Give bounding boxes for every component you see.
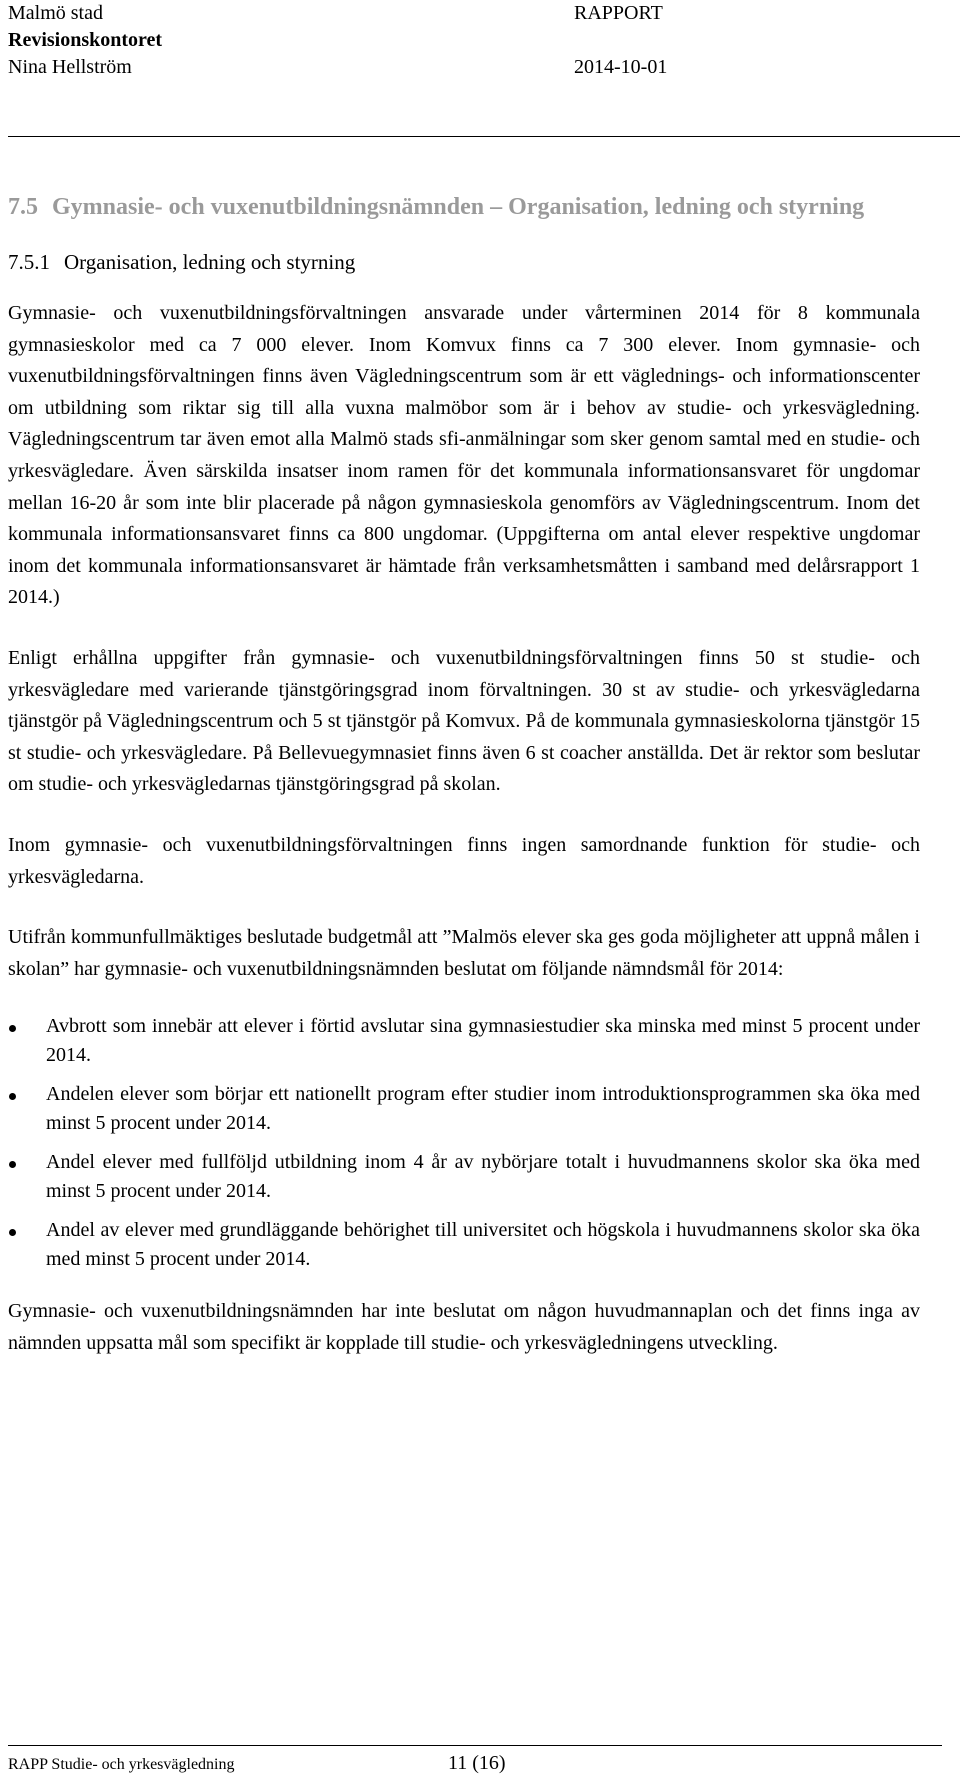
goal-item (8, 1216, 920, 1274)
section-number: 7.5 (8, 194, 38, 220)
subsection-number: 7.5.1 (8, 250, 50, 274)
subsection-heading (8, 248, 920, 276)
goal-text: Andel elever med fullföljd utbildning inom 4 år av nybörjare totalt i huvudmannens skolor ska öka med minst 5 procent under 2014. (46, 1151, 920, 1203)
footer-rule (8, 1745, 942, 1746)
goal-item (8, 1148, 920, 1206)
header-date: 2014-10-01 (574, 56, 668, 78)
header-rule (8, 136, 960, 137)
goals-list (8, 1012, 920, 1274)
bullet-icon (9, 1229, 16, 1236)
paragraph-conclusion: Gymnasie- och vuxenutbildningsnämnden har inte beslutat om någon huvudmannaplan och det finns inga av nämnden uppsatta mål som specifikt är kopplade till studie- och yrkesvägledningens utveckling. (8, 1300, 920, 1354)
goal-text: Avbrott som innebär att elever i förtid avslutar sina gymnasiestudier ska minska med minst 5 procent under 2014. (46, 1015, 920, 1067)
bullet-icon (9, 1161, 16, 1168)
paragraph-coordination: Inom gymnasie- och vuxenutbildningsförvaltningen finns ingen samordnande funktion för studie- och yrkesvägledarna. (8, 833, 920, 888)
goal-item (8, 1080, 920, 1138)
paragraph-staffing: Enligt erhållna uppgifter från gymnasie- och vuxenutbildningsförvaltningen finns 50 st studie- och yrkesvägledare med varierande tjänstgöringsgrad inom förvaltningen. 30 st av studie- och yrkesvägledarna tjänstgör på Vägledningscentrum och 5 st tjänstgör på Komvux. På de kommunala gymnasieskolorna tjänstgör 15 st studie- och yrkesvägledare. På Bellevuegymnasiet finns även 6 st coacher anställda. Det är rektor som beslutar om studie- och yrkesvägledarnas tjänstgöringsgrad på skolan. (8, 646, 920, 796)
goal-item (8, 1012, 920, 1070)
paragraph-organisation: Gymnasie- och vuxenutbildningsförvaltningen ansvarade under vårterminen 2014 för 8 kommunala gymnasieskolor med ca 7 000 elever. Inom Komvux finns ca 7 300 elever. Inom gymnasie- och vuxenutbildningsförvaltningen finns även Vägledningscentrum som är ett väglednings- och informationscenter om utbildning som riktar sig till alla vuxna malmöbor som är i behov av studie- och yrkesvägledning. Vägledningscentrum tar även emot alla Malmö stads sfi-anmälningar som sker genom samtal med en studie- och yrkesvägledare. Även särskilda insatser inom ramen för det kommunala informationsansvaret för ungdomar mellan 16-20 år som inte blir placerade på någon gymnasieskola genomförs av Vägledningscentrum. Inom det kommunala informationsansvaret finns ca 800 ungdomar. (Uppgifterna om antal elever respektive ungdomar inom det kommunala informationsansvaret är hämtade från verksamhetsmåtten i samband med delårsrapport 1 2014.) (8, 302, 920, 609)
goal-text: Andel av elever med grundläggande behörighet till universitet och högskola i huvudmannens skolor ska öka med minst 5 procent under 2014. (46, 1219, 920, 1271)
bullet-icon (9, 1025, 16, 1032)
section-title: Gymnasie- och vuxenutbildningsnämnden – Organisation, ledning och styrning (52, 194, 865, 220)
header-org: Malmö stad (8, 2, 103, 24)
subsection-title: Organisation, ledning och styrning (64, 250, 356, 274)
paragraph-budget-goal: Utifrån kommunfullmäktiges beslutade budgetmål att ”Malmös elever ska ges goda möjligheter att uppnå målen i skolan” har gymnasie- och vuxenutbildningsnämnden beslutat om följande nämndsmål för 2014: (8, 926, 920, 980)
page-footer (8, 1745, 568, 1775)
goal-text: Andelen elever som börjar ett nationellt program efter studier inom introduktionsprogrammen ska öka med minst 5 procent under 2014. (46, 1083, 920, 1135)
header-department: Revisionskontoret (8, 29, 163, 51)
page-header (8, 0, 760, 81)
bullet-icon (9, 1093, 16, 1100)
page-number: 11 (16) (448, 1752, 506, 1774)
header-author: Nina Hellström (8, 56, 132, 78)
footer-title: RAPP Studie- och yrkesvägledning (8, 1756, 235, 1773)
header-doc-type: RAPPORT (574, 2, 663, 24)
section-heading (8, 190, 920, 225)
page-content (8, 190, 920, 1359)
